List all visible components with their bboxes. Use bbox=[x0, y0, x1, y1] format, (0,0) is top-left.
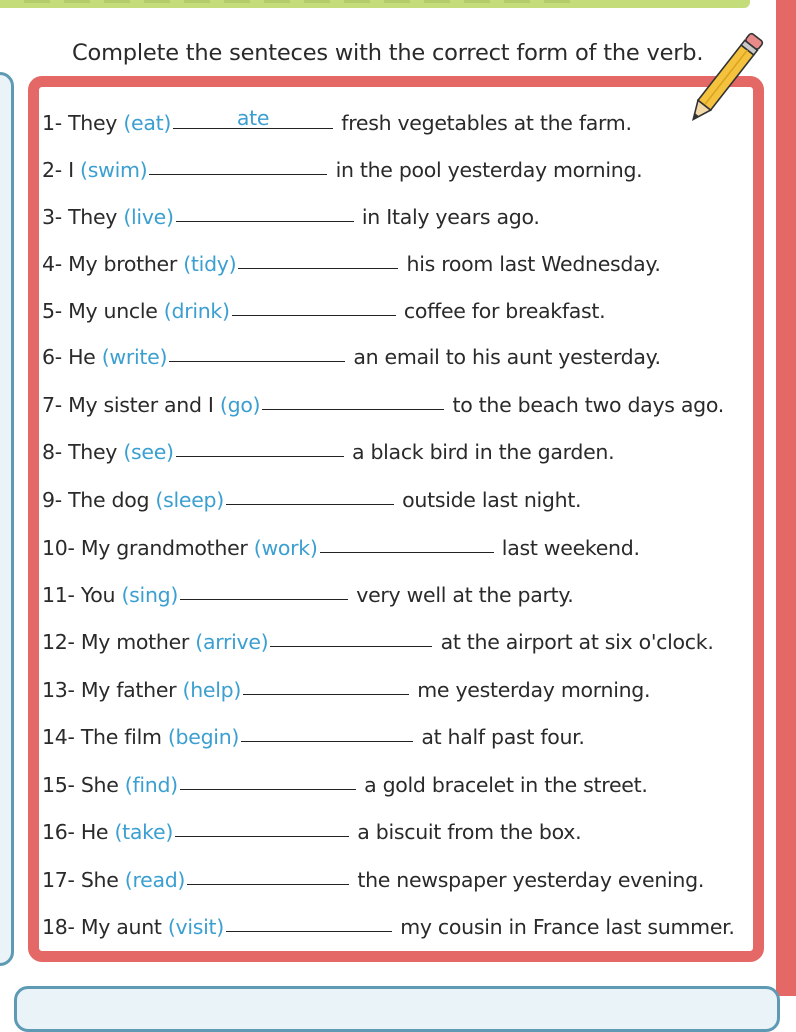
sentence-number: 7- bbox=[42, 393, 62, 417]
sentence-item bbox=[42, 911, 735, 941]
sentence-item bbox=[42, 248, 661, 278]
answer-blank[interactable] bbox=[176, 434, 344, 457]
sentence-subject: He bbox=[80, 820, 109, 844]
verb-hint: (see) bbox=[123, 440, 174, 464]
sentence-subject: She bbox=[80, 868, 119, 892]
sentence-number: 1- bbox=[42, 111, 62, 135]
sentence-remainder: a gold bracelet in the street. bbox=[364, 773, 648, 797]
answer-blank[interactable] bbox=[187, 862, 349, 885]
sentence-subject: My aunt bbox=[80, 915, 162, 939]
answer-blank[interactable] bbox=[173, 106, 333, 129]
sentence-number: 6- bbox=[42, 345, 62, 369]
sentence-number: 4- bbox=[42, 252, 62, 276]
sentence-subject: My grandmother bbox=[80, 536, 248, 560]
answer-blank[interactable] bbox=[176, 199, 354, 222]
verb-hint: (swim) bbox=[80, 158, 148, 182]
sentence-item bbox=[42, 154, 642, 184]
verb-hint: (go) bbox=[219, 393, 261, 417]
verb-hint: (take) bbox=[114, 820, 174, 844]
sentence-number: 15- bbox=[42, 773, 75, 797]
sentence-remainder: my cousin in France last summer. bbox=[400, 915, 735, 939]
sentence-subject: My brother bbox=[68, 252, 178, 276]
sentence-subject: She bbox=[80, 773, 119, 797]
sentence-number: 2- bbox=[42, 158, 62, 182]
verb-hint: (find) bbox=[124, 773, 178, 797]
right-edge-stripe bbox=[776, 0, 796, 996]
sentence-subject: The dog bbox=[68, 488, 150, 512]
sentence-item bbox=[42, 579, 574, 609]
verb-hint: (tidy) bbox=[183, 252, 237, 276]
sentence-remainder: a biscuit from the box. bbox=[357, 820, 582, 844]
sentence-item bbox=[42, 626, 714, 656]
sentence-remainder: outside last night. bbox=[402, 488, 582, 512]
sentence-item bbox=[42, 721, 585, 751]
sentence-remainder: the newspaper yesterday evening. bbox=[357, 868, 705, 892]
answer-blank[interactable] bbox=[320, 530, 494, 553]
sentence-number: 11- bbox=[42, 583, 75, 607]
pencil-icon bbox=[682, 26, 766, 134]
sentence-subject: My father bbox=[80, 678, 177, 702]
verb-hint: (sleep) bbox=[155, 488, 224, 512]
answer-blank[interactable] bbox=[238, 246, 398, 269]
left-side-panel bbox=[0, 72, 14, 966]
sentence-remainder: coffee for breakfast. bbox=[403, 299, 606, 323]
sentence-remainder: an email to his aunt yesterday. bbox=[353, 345, 661, 369]
answer-blank[interactable] bbox=[175, 814, 349, 837]
sentence-number: 8- bbox=[42, 440, 62, 464]
sentence-number: 12- bbox=[42, 630, 75, 654]
sentence-subject: My mother bbox=[80, 630, 190, 654]
sentence-subject: I bbox=[68, 158, 74, 182]
sentence-remainder: his room last Wednesday. bbox=[406, 252, 661, 276]
sentence-number: 13- bbox=[42, 678, 75, 702]
sentence-subject: They bbox=[68, 440, 118, 464]
sentence-subject: He bbox=[68, 345, 96, 369]
sentence-item bbox=[42, 295, 605, 325]
sentence-number: 5- bbox=[42, 299, 62, 323]
verb-hint: (live) bbox=[123, 205, 174, 229]
sentence-remainder: fresh vegetables at the farm. bbox=[341, 111, 632, 135]
sentence-item bbox=[42, 816, 581, 846]
sentence-remainder: at half past four. bbox=[421, 725, 585, 749]
sentence-number: 10- bbox=[42, 536, 75, 560]
sentence-item bbox=[42, 341, 661, 371]
answer-blank[interactable] bbox=[270, 624, 432, 647]
sentence-item bbox=[42, 389, 724, 419]
sentence-subject: The film bbox=[80, 725, 162, 749]
answer-blank[interactable] bbox=[232, 293, 396, 316]
sentence-remainder: a black bird in the garden. bbox=[351, 440, 615, 464]
sentence-remainder: me yesterday morning. bbox=[417, 678, 651, 702]
sentence-number: 17- bbox=[42, 868, 75, 892]
answer-blank[interactable] bbox=[241, 719, 413, 742]
instruction-heading: Complete the senteces with the correct form of the verb. bbox=[72, 40, 704, 66]
sentence-number: 9- bbox=[42, 488, 62, 512]
verb-hint: (write) bbox=[101, 345, 168, 369]
answer-blank[interactable] bbox=[169, 339, 345, 362]
answer-blank[interactable] bbox=[262, 387, 444, 410]
sentence-subject: They bbox=[68, 111, 118, 135]
verb-hint: (sing) bbox=[121, 583, 179, 607]
verb-hint: (begin) bbox=[167, 725, 240, 749]
sentence-number: 14- bbox=[42, 725, 75, 749]
sentence-item bbox=[42, 864, 704, 894]
answer-blank[interactable] bbox=[243, 672, 409, 695]
sentence-remainder: in the pool yesterday morning. bbox=[335, 158, 643, 182]
sentence-remainder: at the airport at six o'clock. bbox=[440, 630, 714, 654]
sentence-subject: My sister and I bbox=[68, 393, 214, 417]
answer-blank[interactable] bbox=[226, 909, 392, 932]
answer-text: ate bbox=[236, 106, 270, 130]
sentence-item bbox=[42, 108, 632, 138]
verb-hint: (help) bbox=[182, 678, 242, 702]
answer-blank[interactable] bbox=[226, 482, 394, 505]
sentence-item bbox=[42, 484, 581, 514]
sentence-number: 3- bbox=[42, 205, 62, 229]
top-header-text-remnant bbox=[24, 0, 584, 3]
sentence-remainder: very well at the party. bbox=[356, 583, 574, 607]
sentence-item bbox=[42, 674, 650, 704]
answer-blank[interactable] bbox=[180, 767, 356, 790]
sentence-remainder: last weekend. bbox=[501, 536, 640, 560]
sentence-item bbox=[42, 436, 614, 466]
sentence-item bbox=[42, 532, 640, 562]
answer-blank[interactable] bbox=[180, 577, 348, 600]
sentence-item bbox=[42, 769, 648, 799]
bottom-panel bbox=[14, 986, 780, 1032]
sentence-remainder: to the beach two days ago. bbox=[452, 393, 724, 417]
sentence-subject: You bbox=[80, 583, 116, 607]
verb-hint: (visit) bbox=[167, 915, 224, 939]
verb-hint: (arrive) bbox=[195, 630, 269, 654]
top-header-bar bbox=[0, 0, 750, 8]
sentence-item bbox=[42, 201, 540, 231]
sentence-number: 18- bbox=[42, 915, 75, 939]
sentence-number: 16- bbox=[42, 820, 75, 844]
verb-hint: (read) bbox=[124, 868, 186, 892]
sentence-subject: My uncle bbox=[68, 299, 158, 323]
verb-hint: (drink) bbox=[163, 299, 230, 323]
verb-hint: (work) bbox=[253, 536, 318, 560]
sentence-remainder: in Italy years ago. bbox=[361, 205, 540, 229]
sentence-subject: They bbox=[68, 205, 118, 229]
answer-blank[interactable] bbox=[149, 152, 327, 175]
verb-hint: (eat) bbox=[123, 111, 172, 135]
